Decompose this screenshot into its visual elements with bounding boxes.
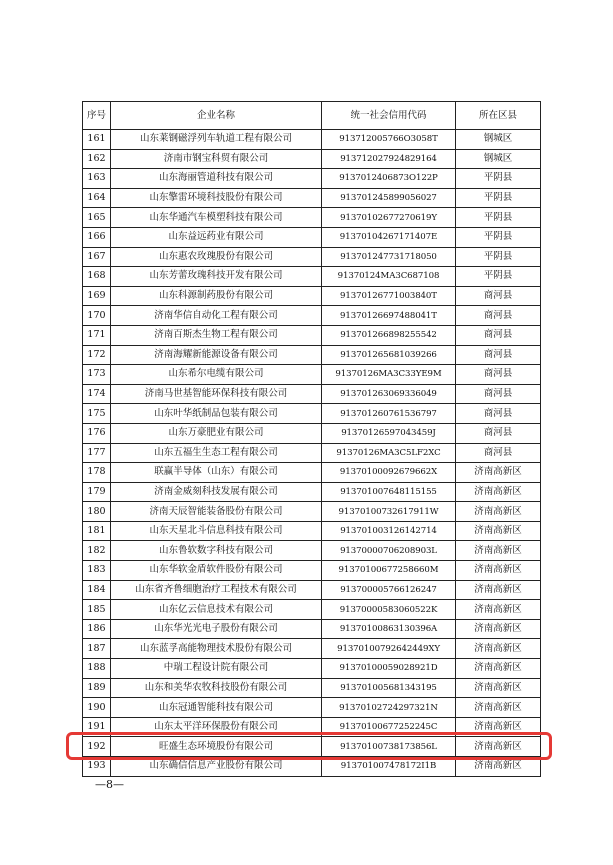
cell-name: 山东擎雷环境科技股份有限公司 <box>111 188 322 208</box>
cell-name: 山东芳蕾玫瑰科技开发有限公司 <box>111 267 322 287</box>
cell-district: 济南高新区 <box>456 757 541 777</box>
cell-code: 913700005766126247 <box>322 580 456 600</box>
table-row <box>83 286 541 306</box>
cell-seq: 167 <box>83 247 111 267</box>
cell-name: 山东天星北斗信息科技有限公司 <box>111 521 322 541</box>
cell-code: 913701247731718050 <box>322 247 456 267</box>
table-row <box>83 208 541 228</box>
cell-seq: 191 <box>83 717 111 737</box>
table-row <box>83 463 541 483</box>
cell-code: 91370100677252245C <box>322 717 456 737</box>
table-row <box>83 541 541 561</box>
cell-name: 山东希尔电缆有限公司 <box>111 365 322 385</box>
cell-seq: 189 <box>83 678 111 698</box>
cell-district: 济南高新区 <box>456 463 541 483</box>
cell-seq: 176 <box>83 423 111 443</box>
cell-code: 913701266898255542 <box>322 325 456 345</box>
table-row <box>83 149 541 169</box>
cell-code: 91370100677258660M <box>322 561 456 581</box>
table-row <box>83 619 541 639</box>
highlight-box <box>66 732 552 760</box>
cell-code: 913701007648115155 <box>322 482 456 502</box>
cell-seq: 193 <box>83 757 111 777</box>
cell-seq: 181 <box>83 521 111 541</box>
table-row <box>83 502 541 522</box>
cell-district: 商河县 <box>456 423 541 443</box>
table-row <box>83 365 541 385</box>
cell-name: 济南金威刻科技发展有限公司 <box>111 482 322 502</box>
table-row <box>83 130 541 150</box>
cell-code: 913701245899056027 <box>322 188 456 208</box>
cell-name: 山东确信信息产业股份有限公司 <box>111 757 322 777</box>
cell-code: 91370124MA3C687108 <box>322 267 456 287</box>
cell-code: 91370100738173856L <box>322 737 456 757</box>
cell-name: 山东蓝孚高能物理技术股份有限公司 <box>111 639 322 659</box>
cell-name: 济南马世基智能环保科技有限公司 <box>111 384 322 404</box>
table-row <box>83 267 541 287</box>
cell-name: 山东华通汽车模塑科技有限公司 <box>111 208 322 228</box>
table-row <box>83 521 541 541</box>
cell-seq: 179 <box>83 482 111 502</box>
cell-name: 山东益远药业有限公司 <box>111 227 322 247</box>
cell-seq: 188 <box>83 659 111 679</box>
cell-district: 济南高新区 <box>456 639 541 659</box>
enterprise-table <box>82 101 541 777</box>
cell-district: 平阴县 <box>456 208 541 228</box>
table-row <box>83 188 541 208</box>
cell-seq: 170 <box>83 306 111 326</box>
cell-code: 91370000583060522K <box>322 600 456 620</box>
cell-code: 91370100792642449XY <box>322 639 456 659</box>
cell-district: 钢城区 <box>456 149 541 169</box>
cell-name: 山东省齐鲁细胞治疗工程技术有限公司 <box>111 580 322 600</box>
cell-code: 913701003126142714 <box>322 521 456 541</box>
table-row <box>83 384 541 404</box>
cell-name: 旺盛生态环境股份有限公司 <box>111 737 322 757</box>
cell-code: 913712005766O3058T <box>322 130 456 150</box>
table-row <box>83 659 541 679</box>
cell-seq: 178 <box>83 463 111 483</box>
cell-district: 商河县 <box>456 345 541 365</box>
cell-seq: 182 <box>83 541 111 561</box>
cell-code: 913701265681039266 <box>322 345 456 365</box>
cell-name: 山东亿云信息技术有限公司 <box>111 600 322 620</box>
cell-code: 91370126771003840T <box>322 286 456 306</box>
cell-name: 山东叶华纸制品包装有限公司 <box>111 404 322 424</box>
cell-code: 91370100092679662X <box>322 463 456 483</box>
cell-name: 联赢半导体（山东）有限公司 <box>111 463 322 483</box>
cell-district: 商河县 <box>456 443 541 463</box>
cell-name: 济南天辰智能装备股份有限公司 <box>111 502 322 522</box>
cell-seq: 166 <box>83 227 111 247</box>
cell-district: 商河县 <box>456 325 541 345</box>
cell-district: 商河县 <box>456 286 541 306</box>
cell-seq: 177 <box>83 443 111 463</box>
cell-seq: 175 <box>83 404 111 424</box>
cell-seq: 185 <box>83 600 111 620</box>
cell-district: 济南高新区 <box>456 482 541 502</box>
table-header-row <box>83 102 541 130</box>
table-row <box>83 404 541 424</box>
cell-code: 913712027924829164 <box>322 149 456 169</box>
cell-seq: 183 <box>83 561 111 581</box>
cell-code: 91370102724297321N <box>322 698 456 718</box>
cell-code: 913701263069336049 <box>322 384 456 404</box>
table-row <box>83 600 541 620</box>
cell-district: 济南高新区 <box>456 561 541 581</box>
cell-district: 济南高新区 <box>456 619 541 639</box>
cell-code: 913701005681343195 <box>322 678 456 698</box>
cell-district: 商河县 <box>456 384 541 404</box>
cell-seq: 174 <box>83 384 111 404</box>
cell-district: 济南高新区 <box>456 541 541 561</box>
cell-district: 商河县 <box>456 365 541 385</box>
table-row <box>83 169 541 189</box>
table-row <box>83 443 541 463</box>
cell-code: 91370126597043459J <box>322 423 456 443</box>
cell-code: 91370126MA3C5LF2XC <box>322 443 456 463</box>
table-row <box>83 247 541 267</box>
cell-seq: 161 <box>83 130 111 150</box>
cell-seq: 190 <box>83 698 111 718</box>
table-row <box>83 639 541 659</box>
cell-name: 山东海丽管道科技有限公司 <box>111 169 322 189</box>
cell-seq: 165 <box>83 208 111 228</box>
cell-name: 济南海耀新能源设备有限公司 <box>111 345 322 365</box>
cell-name: 济南华信自动化工程有限公司 <box>111 306 322 326</box>
cell-seq: 184 <box>83 580 111 600</box>
cell-district: 济南高新区 <box>456 698 541 718</box>
cell-district: 济南高新区 <box>456 659 541 679</box>
cell-district: 济南高新区 <box>456 678 541 698</box>
table-row <box>83 698 541 718</box>
cell-seq: 162 <box>83 149 111 169</box>
cell-district: 平阴县 <box>456 188 541 208</box>
cell-seq: 186 <box>83 619 111 639</box>
cell-seq: 164 <box>83 188 111 208</box>
header-name: 企业名称 <box>111 102 322 130</box>
cell-name: 山东惠农玫瑰股份有限公司 <box>111 247 322 267</box>
cell-seq: 168 <box>83 267 111 287</box>
cell-code: 9137012406873O122P <box>322 169 456 189</box>
cell-seq: 173 <box>83 365 111 385</box>
table-row <box>83 423 541 443</box>
cell-code: 91370102677270619Y <box>322 208 456 228</box>
cell-code: 91370100732617911W <box>322 502 456 522</box>
cell-district: 平阴县 <box>456 247 541 267</box>
cell-name: 山东华软金盾软件股份有限公司 <box>111 561 322 581</box>
table-row <box>83 561 541 581</box>
table-row <box>83 227 541 247</box>
cell-name: 山东太平洋环保股份有限公司 <box>111 717 322 737</box>
cell-code: 913701007478172I1B <box>322 757 456 777</box>
cell-code: 913701260761536797 <box>322 404 456 424</box>
cell-district: 商河县 <box>456 404 541 424</box>
cell-name: 济南百斯杰生物工程有限公司 <box>111 325 322 345</box>
cell-district: 济南高新区 <box>456 717 541 737</box>
table-row <box>83 345 541 365</box>
cell-code: 91370100059028921D <box>322 659 456 679</box>
cell-seq: 192 <box>83 737 111 757</box>
cell-code: 91370126MA3C33YE9M <box>322 365 456 385</box>
table-row <box>83 325 541 345</box>
cell-district: 平阴县 <box>456 227 541 247</box>
cell-name: 济南市钢宝科贸有限公司 <box>111 149 322 169</box>
cell-name: 中瑞工程设计院有限公司 <box>111 659 322 679</box>
cell-seq: 172 <box>83 345 111 365</box>
table-row <box>83 306 541 326</box>
cell-code: 91370000706208903L <box>322 541 456 561</box>
cell-district: 钢城区 <box>456 130 541 150</box>
cell-seq: 171 <box>83 325 111 345</box>
cell-district: 济南高新区 <box>456 502 541 522</box>
cell-district: 平阴县 <box>456 169 541 189</box>
cell-name: 山东鲁软数字科技有限公司 <box>111 541 322 561</box>
cell-district: 济南高新区 <box>456 580 541 600</box>
header-district: 所在区县 <box>456 102 541 130</box>
header-seq: 序号 <box>83 102 111 130</box>
cell-seq: 187 <box>83 639 111 659</box>
cell-seq: 180 <box>83 502 111 522</box>
cell-name: 山东华光光电子股份有限公司 <box>111 619 322 639</box>
cell-district: 商河县 <box>456 306 541 326</box>
cell-name: 山东科源制药股份有限公司 <box>111 286 322 306</box>
cell-name: 山东万豪肥业有限公司 <box>111 423 322 443</box>
table-row <box>83 678 541 698</box>
table-row <box>83 482 541 502</box>
page-number: —8— <box>95 778 124 791</box>
cell-district: 济南高新区 <box>456 737 541 757</box>
cell-name: 山东莱钢磁浮列车轨道工程有限公司 <box>111 130 322 150</box>
cell-district: 平阴县 <box>456 267 541 287</box>
cell-code: 91370104267171407E <box>322 227 456 247</box>
cell-seq: 169 <box>83 286 111 306</box>
header-code: 统一社会信用代码 <box>322 102 456 130</box>
cell-district: 济南高新区 <box>456 521 541 541</box>
cell-name: 山东五福生生态工程有限公司 <box>111 443 322 463</box>
cell-name: 山东冠通智能科技有限公司 <box>111 698 322 718</box>
cell-code: 91370126697488041T <box>322 306 456 326</box>
cell-code: 91370100863130396A <box>322 619 456 639</box>
cell-seq: 163 <box>83 169 111 189</box>
table-row <box>83 580 541 600</box>
cell-district: 济南高新区 <box>456 600 541 620</box>
cell-name: 山东和美华农牧科技股份有限公司 <box>111 678 322 698</box>
